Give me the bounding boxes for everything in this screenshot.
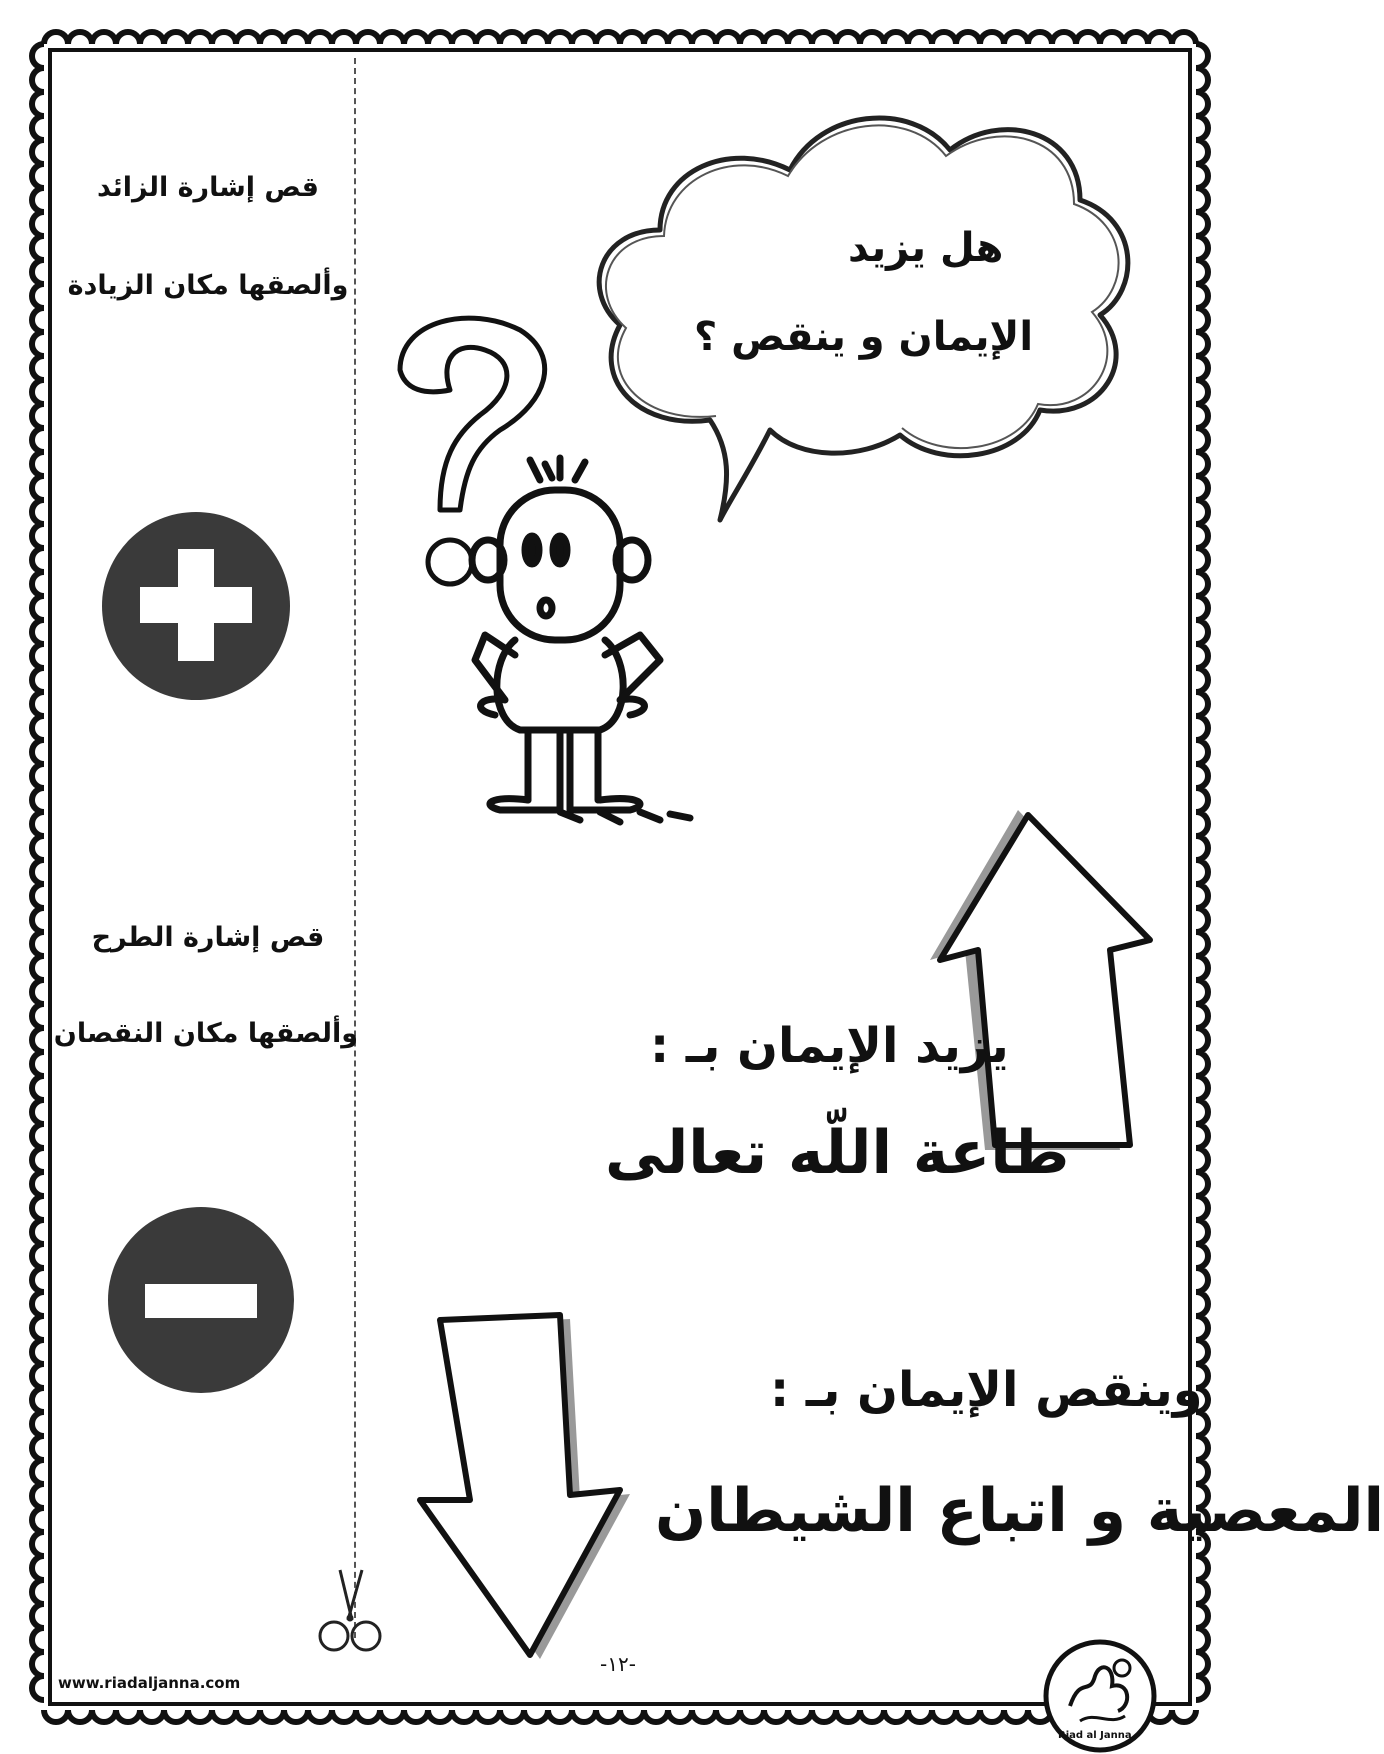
plus-instruction-line2: وألصقها مكان الزيادة [67, 270, 349, 301]
minus-icon[interactable] [108, 1207, 294, 1393]
cloud-text-line1: هل يزيد [848, 225, 1004, 271]
decrease-answer: المعصية و اتباع الشيطان [655, 1476, 1384, 1546]
minus-instruction-line2: وألصقها مكان النقصان [53, 1018, 358, 1049]
increase-answer: طاعة اللّه تعالى [605, 1118, 1070, 1188]
confused-character-illustration [460, 460, 750, 820]
arrow-down-icon [410, 1310, 650, 1670]
plus-icon[interactable] [102, 512, 290, 700]
decrease-heading: وينقص الإيمان بـ : [770, 1362, 1203, 1418]
arrow-up-icon [930, 800, 1180, 1160]
increase-heading: يزيد الإيمان بـ : [650, 1018, 1009, 1074]
scissors-icon [310, 1568, 390, 1658]
cloud-text-line2: الإيمان و ينقص ؟ [694, 314, 1034, 360]
minus-instruction-line1: قص إشارة الطرح [91, 922, 325, 953]
logo-text: Riad al Janna [1058, 1730, 1132, 1741]
plus-instruction-line1: قص إشارة الزائد [97, 172, 319, 203]
website-link[interactable]: www.riadaljanna.com [58, 1674, 241, 1692]
page-number: -١٢- [600, 1652, 636, 1676]
